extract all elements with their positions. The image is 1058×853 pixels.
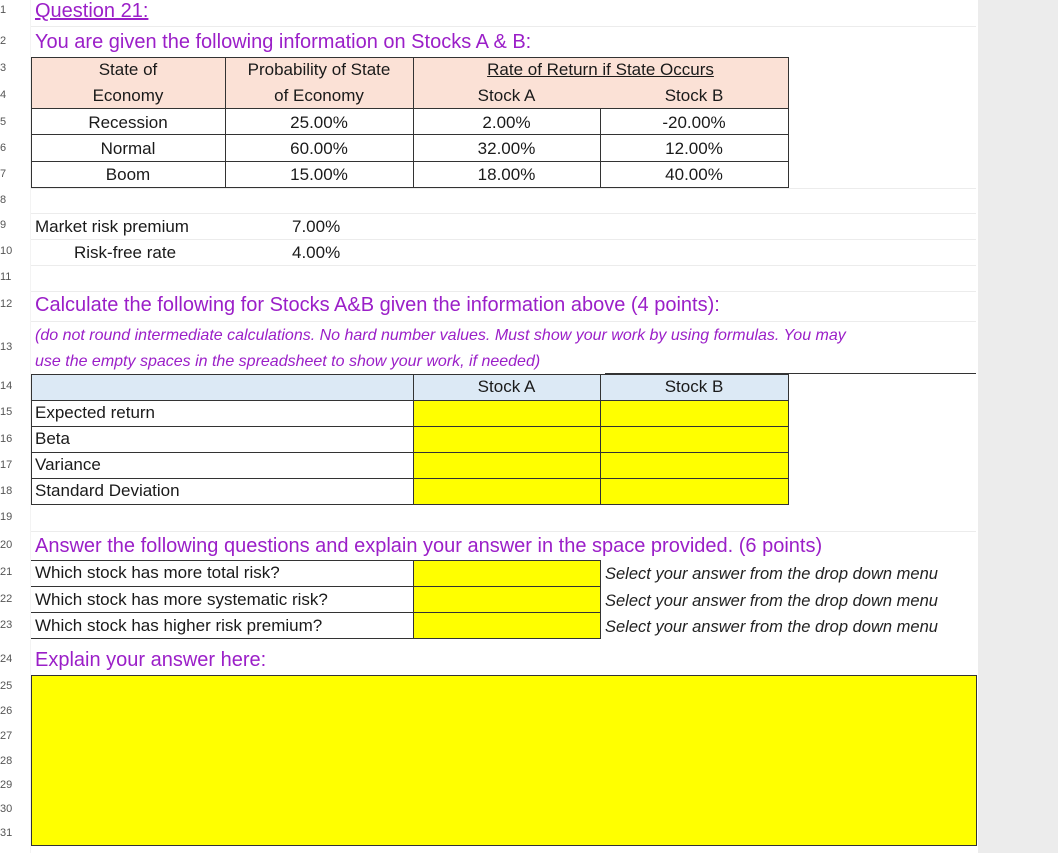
dropdown-hint: Select your answer from the drop down menu [605, 618, 938, 636]
dropdown-hint: Select your answer from the drop down menu [605, 565, 938, 583]
row-number: 31 [0, 827, 13, 839]
expected-return-label: Expected return [35, 403, 156, 422]
row-number: 5 [0, 116, 7, 128]
explain-label: Explain your answer here: [35, 649, 267, 671]
std-dev-a-input[interactable] [414, 479, 600, 504]
variance-a-input[interactable] [414, 453, 600, 478]
row-number: 19 [0, 511, 13, 523]
prob-header: Probability of State [247, 60, 391, 79]
row-number: 25 [0, 680, 13, 692]
question-title: Question 21: [35, 0, 149, 22]
row-number: 1 [0, 4, 7, 16]
state-cell[interactable]: Boom [105, 165, 151, 184]
total-risk-dropdown[interactable] [414, 561, 600, 586]
explanation-answer-area[interactable] [31, 675, 977, 846]
row-number: 27 [0, 730, 13, 742]
return-b-cell[interactable]: -20.00% [662, 113, 726, 132]
row-number: 12 [0, 298, 13, 310]
row-number: 15 [0, 406, 13, 418]
risk-free-rate-value[interactable]: 4.00% [292, 243, 341, 262]
beta-b-input[interactable] [601, 427, 788, 452]
calc-note-line1: (do not round intermediate calculations. No hard number values. Must show your work by using formulas. You may [35, 327, 846, 344]
row-number: 6 [0, 142, 7, 154]
intro-text: You are given the following information on Stocks A & B: [35, 31, 532, 53]
variance-label: Variance [35, 455, 101, 474]
risk-free-rate-label: Risk-free rate [74, 243, 177, 262]
return-a-cell[interactable]: 32.00% [477, 139, 536, 158]
row-number: 18 [0, 485, 13, 497]
question-systematic-risk: Which stock has more systematic risk? [35, 590, 328, 609]
calc-note-line2: use the empty spaces in the spreadsheet to show your work, if needed) [35, 353, 541, 370]
variance-b-input[interactable] [601, 453, 788, 478]
market-risk-premium-label: Market risk premium [35, 217, 189, 236]
state-cell[interactable]: Recession [88, 113, 168, 132]
state-cell[interactable]: Normal [100, 139, 156, 158]
row-number: 21 [0, 566, 13, 578]
row-number: 29 [0, 779, 13, 791]
questions-heading: Answer the following questions and explain your answer in the space provided. (6 points) [35, 535, 823, 557]
dropdown-hint: Select your answer from the drop down menu [605, 592, 938, 610]
prob-cell[interactable]: 25.00% [290, 113, 348, 132]
row-number: 10 [0, 245, 13, 257]
expected-return-a-input[interactable] [414, 401, 600, 426]
row-number-column [0, 0, 14, 853]
row-number: 9 [0, 219, 7, 231]
rate-of-return-header: Rate of Return if State Occurs [487, 60, 714, 79]
row-number: 17 [0, 459, 13, 471]
beta-label: Beta [35, 429, 70, 448]
row-number: 8 [0, 194, 7, 206]
row-number: 14 [0, 380, 13, 392]
calc-stock-a-header: Stock A [477, 377, 536, 396]
beta-a-input[interactable] [414, 427, 600, 452]
calc-stock-b-header: Stock B [664, 377, 724, 396]
risk-premium-dropdown[interactable] [414, 613, 600, 638]
row-number: 11 [0, 271, 12, 283]
prob-cell[interactable]: 60.00% [290, 139, 348, 158]
row-number: 30 [0, 803, 13, 815]
expected-return-b-input[interactable] [601, 401, 788, 426]
state-header: State of [98, 60, 158, 79]
std-dev-b-input[interactable] [601, 479, 788, 504]
return-a-cell[interactable]: 2.00% [482, 113, 531, 132]
sheet-margin [978, 0, 1058, 853]
return-a-cell[interactable]: 18.00% [477, 165, 536, 184]
row-number: 26 [0, 705, 13, 717]
row-number: 24 [0, 653, 13, 665]
return-b-cell[interactable]: 40.00% [665, 165, 723, 184]
row-number: 4 [0, 89, 7, 101]
row-number: 22 [0, 593, 13, 605]
return-b-cell[interactable]: 12.00% [665, 139, 723, 158]
row-number: 28 [0, 755, 13, 767]
prob-cell[interactable]: 15.00% [290, 165, 348, 184]
row-number: 23 [0, 619, 13, 631]
calc-heading: Calculate the following for Stocks A&B given the information above (4 points): [35, 294, 720, 316]
question-total-risk: Which stock has more total risk? [35, 563, 280, 582]
row-number: 2 [0, 35, 7, 47]
stock-a-header: Stock A [477, 86, 536, 105]
row-number: 7 [0, 168, 7, 180]
standard-deviation-label: Standard Deviation [35, 481, 180, 500]
state-header-line2: Economy [92, 86, 164, 105]
row-number: 13 [0, 341, 13, 353]
row-number: 20 [0, 539, 13, 551]
row-number: 3 [0, 62, 7, 74]
stock-b-header: Stock B [664, 86, 724, 105]
market-risk-premium-value[interactable]: 7.00% [292, 217, 341, 236]
systematic-risk-dropdown[interactable] [414, 587, 600, 612]
prob-header-line2: of Economy [274, 86, 364, 105]
row-number: 16 [0, 433, 13, 445]
question-risk-premium: Which stock has higher risk premium? [35, 616, 323, 635]
